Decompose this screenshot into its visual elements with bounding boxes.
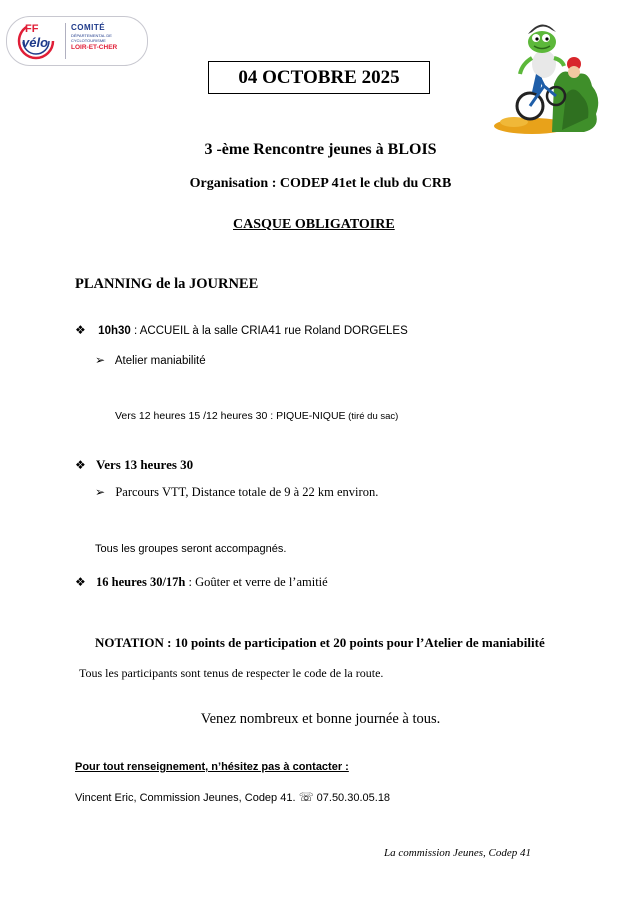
contact-name: Vincent Eric, Commission Jeunes, Codep 41. [75, 792, 299, 804]
contact-heading: Pour tout renseignement, n’hésitez pas à contacter : [75, 761, 349, 773]
logo-velo-text: vélo [22, 35, 49, 50]
invitation-line: Venez nombreux et bonne journée à tous. [200, 711, 441, 727]
event-title: 3 -ème Rencontre jeunes à BLOIS [204, 141, 437, 158]
road-code-line: Tous les participants sont tenus de respecter le code de la route. [79, 666, 384, 680]
event-date: 04 OCTOBRE 2025 [238, 66, 400, 88]
planning-heading: PLANNING de la JOURNEE [75, 276, 259, 292]
maniabilite-text: Atelier maniabilité [114, 355, 206, 367]
planning-subitem-parcours [95, 485, 378, 500]
planning-subitem-maniabilite [95, 353, 206, 367]
logo-divider [65, 23, 66, 59]
organisation-line: Organisation : CODEP 41et le club du CRB [189, 176, 452, 191]
helmet-mandatory: CASQUE OBLIGATOIRE [233, 217, 395, 232]
accueil-time: 10h30 [98, 325, 134, 337]
accueil-text: : ACCUEIL à la salle CRIA41 rue Roland DORGELES [133, 325, 408, 337]
arrow-bullet-icon: ➢ [95, 353, 106, 367]
phone-icon: ☏ [298, 790, 314, 804]
diamond-bullet-icon: ❖ [75, 323, 86, 337]
logo-ff-text: FF [25, 23, 39, 35]
lunch-note: (tiré du sac) [345, 411, 399, 422]
planning-item-accueil [75, 323, 408, 337]
lunch-line [115, 410, 398, 422]
lunch-text: Vers 12 heures 15 /12 heures 30 : PIQUE-NIQUE [115, 410, 346, 422]
date-box [208, 61, 430, 94]
ffvelo-logo [6, 16, 148, 66]
logo-departement-text: DÉPARTEMENTAL DE CYCLOTOURISME [71, 33, 112, 43]
gouter-text: : Goûter et verre de l’amitié [185, 575, 328, 589]
contact-line [75, 790, 390, 804]
signature: La commission Jeunes, Codep 41 [384, 847, 531, 859]
logo-comite-text: COMITÉ [71, 23, 106, 32]
diamond-bullet-icon: ❖ [75, 458, 86, 472]
parcours-text: Parcours VTT, Distance totale de 9 à 22 km environ. [115, 485, 379, 499]
notation-line: NOTATION : 10 points de participation et 20 points pour l’Atelier de maniabilité [95, 635, 545, 650]
arrow-bullet-icon: ➢ [95, 485, 106, 499]
groups-line: Tous les groupes seront accompagnés. [95, 543, 287, 555]
logo-region-text: LOIR-ET-CHER [71, 44, 118, 51]
planning-item-gouter [75, 575, 328, 590]
vtt-time: Vers 13 heures 30 [96, 457, 194, 472]
frog-cyclist-mascot-icon [492, 14, 602, 136]
planning-item-vtt [75, 457, 193, 473]
contact-phone: 07.50.30.05.18 [313, 792, 391, 804]
gouter-time: 16 heures 30/17h [96, 575, 186, 589]
diamond-bullet-icon: ❖ [75, 575, 86, 589]
